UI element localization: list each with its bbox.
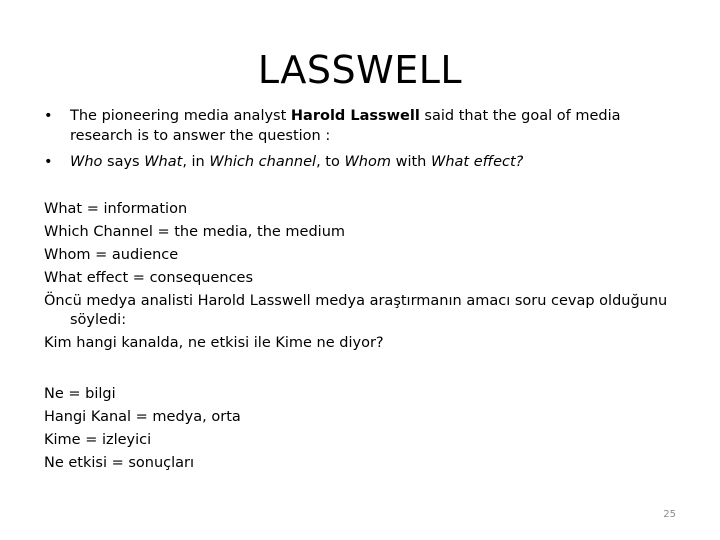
text-line: Kime = izleyici	[44, 432, 152, 448]
text-line: What = information	[44, 201, 188, 217]
formula-question-mark: ?	[515, 154, 524, 170]
definition-list-turkish	[44, 385, 684, 477]
formula-who: Who	[70, 154, 103, 170]
bullet-text-pre: The pioneering media analyst	[70, 108, 291, 124]
formula-what: What	[144, 154, 183, 170]
text-line: Whom = audience	[44, 247, 179, 263]
text-line: Ne = bilgi	[44, 386, 116, 402]
formula-in: , in	[182, 154, 210, 170]
bullet-marker: •	[44, 108, 53, 124]
bullet-text-name: Harold Lasswell	[290, 108, 420, 124]
bullet-list	[44, 106, 684, 178]
bullet-text-post: said that the goal of media research is to answer the question :	[70, 108, 621, 144]
formula-what-effect: What effect	[430, 154, 516, 170]
bullet-marker: •	[44, 154, 53, 170]
bullet-item-lasswell-formula	[44, 152, 684, 172]
definition-list-english	[44, 200, 684, 357]
formula-to: , to	[316, 154, 345, 170]
slide-title: LASSWELL	[257, 48, 463, 92]
text-line: Öncü medya analisti Harold Lasswell medya araştırmanın amacı soru cevap olduğunu söyledi:	[44, 293, 668, 328]
formula-with: with	[391, 154, 431, 170]
formula-which-channel: Which channel	[209, 154, 317, 170]
text-line: What effect = consequences	[44, 270, 254, 286]
formula-says: says	[102, 154, 145, 170]
text-line: Kim hangi kanalda, ne etkisi ile Kime ne diyor?	[44, 335, 384, 351]
text-line: Which Channel = the media, the medium	[44, 224, 346, 240]
formula-whom: Whom	[344, 154, 391, 170]
bullet-item-research-goal	[44, 106, 684, 146]
text-line: Ne etkisi = sonuçları	[44, 455, 195, 471]
text-line: Hangi Kanal = medya, orta	[44, 409, 241, 425]
page-number: 25	[663, 509, 676, 520]
